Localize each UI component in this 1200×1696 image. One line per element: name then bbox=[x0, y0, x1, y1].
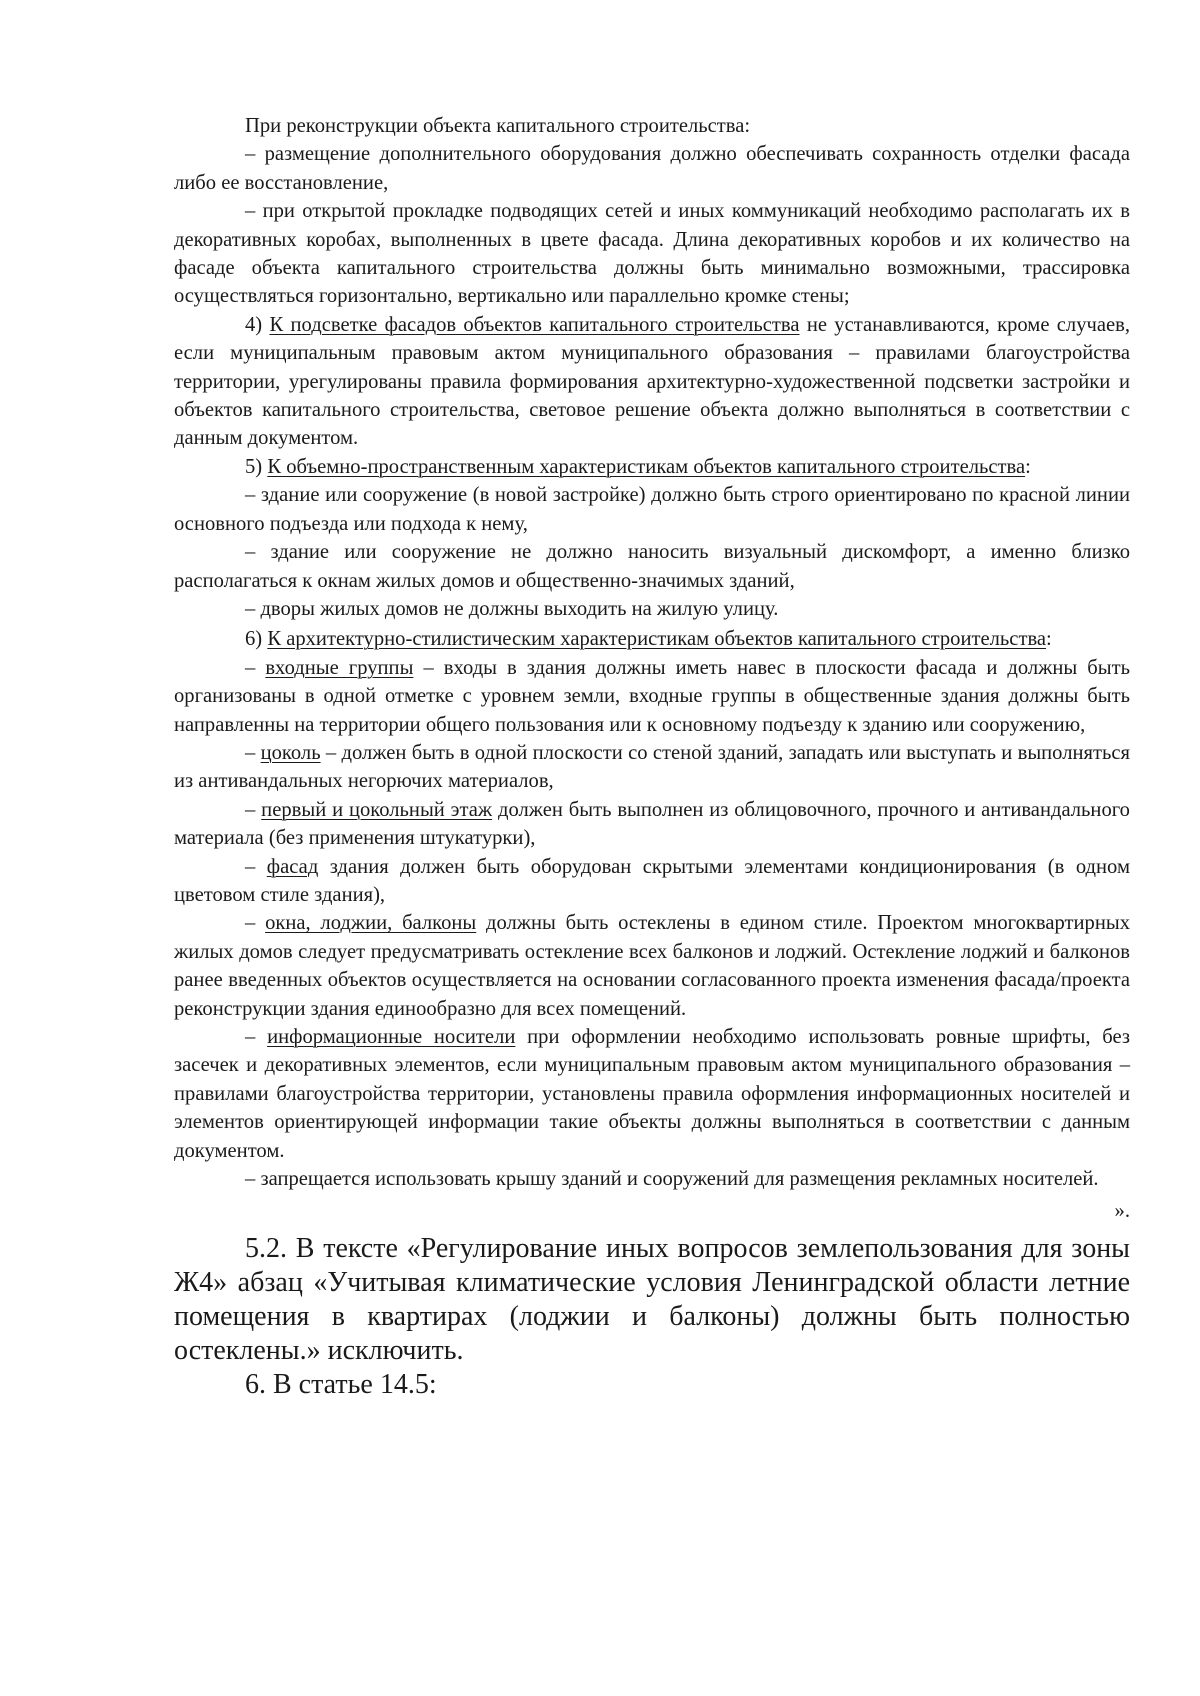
paragraph-section-5-2: 5.2. В тексте «Регулирование иных вопросов землепользования для зоны Ж4» абзац «Учитывая климатические условия Ленинградской области летние помещения в квартирах (лоджии и балконы) должны быть полностью остеклены.» исключить. bbox=[174, 1232, 1130, 1366]
term-info-carriers: информационные носители bbox=[267, 1026, 516, 1048]
term-windows: окна, лоджии, балконы bbox=[265, 912, 477, 935]
paragraph-orientation: – здание или сооружение (в новой застройке) должно быть строго ориентировано по красной линии основного подъезда или подхода к нему, bbox=[174, 484, 1130, 535]
paragraph-facade bbox=[174, 853, 1130, 910]
paragraph-reconstruction: При реконструкции объекта капитального строительства: bbox=[245, 115, 751, 137]
paragraph-discomfort: – здание или сооружение не должно наносить визуальный дискомфорт, а именно близко располагаться к окнам жилых домов и общественно-значимых зданий, bbox=[174, 541, 1130, 592]
dash: – bbox=[245, 1026, 268, 1048]
info-carriers-text: при оформлении необходимо использовать ровные шрифты, без засечек и декоративных элементов, если муниципальным правовым актом муниципального образования – правилами благоустройства территории, установлены правила оформления информационных носителей и элементов ориентирующей информации такие объекты должны выполняться в соответствии с данным документом. bbox=[174, 1026, 1131, 1162]
item-4-number: 4) bbox=[245, 313, 270, 336]
dash: – bbox=[245, 656, 266, 679]
document-body bbox=[174, 112, 1130, 1402]
item-5-number: 5) bbox=[245, 455, 268, 478]
dash: – bbox=[245, 741, 261, 764]
paragraph-item-5 bbox=[174, 453, 1130, 481]
entrance-groups-text: – входы в здания должны иметь навес в плоскости фасада и должны быть организованы в одной отметке с уровнем земли, входные группы в общественные здания должны быть направленны на территории общего пользования или к основному подъезду к зданию или сооружению, bbox=[174, 656, 1130, 736]
windows-text: должны быть остеклены в едином стиле. Проектом многоквартирных жилых домов следует предусматривать остекление всех балконов и лоджий. Остекление лоджий и балконов ранее введенных объектов осуществляется на основании согласованного проекта изменения фасада/проекта реконструкции здания единообразно для всех помещений. bbox=[174, 912, 1130, 1020]
paragraph-roof-ban: – запрещается использовать крышу зданий и сооружений для размещения рекламных носителей. bbox=[245, 1168, 1099, 1191]
facade-text: здания должен быть оборудован скрытыми элементами кондиционирования (в одном цветовом стиле здания), bbox=[174, 855, 1130, 906]
item-4-heading: К подсветке фасадов объектов капитального строительства bbox=[269, 313, 800, 336]
closing-quote: ». bbox=[1114, 1200, 1130, 1223]
paragraph-equipment: – размещение дополнительного оборудования должно обеспечивать сохранность отделки фасада либо ее восстановление, bbox=[174, 143, 1130, 194]
term-plinth: цоколь bbox=[260, 741, 321, 764]
term-facade: фасад bbox=[266, 855, 319, 878]
paragraph-plinth bbox=[174, 739, 1130, 796]
first-floor-text: должен быть выполнен из облицовочного, прочного и антивандального материала (без применения штукатурки), bbox=[174, 798, 1130, 850]
dash: – bbox=[245, 912, 266, 935]
paragraph-first-floor bbox=[174, 796, 1130, 853]
paragraph-yards: – дворы жилых домов не должны выходить на жилую улицу. bbox=[245, 597, 779, 620]
paragraph-item-6 bbox=[174, 625, 1130, 653]
plinth-text: – должен быть в одной плоскости со стеной зданий, западать или выступать и выполняться из антивандальных негорючих материалов, bbox=[174, 741, 1130, 793]
paragraph-networks: – при открытой прокладке подводящих сетей и иных коммуникаций необходимо располагать их в декоративных коробах, выполненных в цвете фасада. Длина декоративных коробов и их количество на фасаде объекта капитального строительства должны быть минимально возможными, трассировка осуществляться горизонтально, вертикально или параллельно кромке стены; bbox=[174, 200, 1130, 308]
dash: – bbox=[245, 798, 262, 821]
item-6-number: 6) bbox=[245, 628, 268, 651]
item-5-heading: К объемно-пространственным характеристикам объектов капитального строительства bbox=[267, 455, 1026, 478]
term-first-floor: первый и цокольный этаж bbox=[261, 798, 493, 821]
paragraph-info-carriers bbox=[174, 1023, 1130, 1165]
item-6-heading: К архитектурно-стилистическим характеристикам объектов капитального строительства bbox=[267, 628, 1047, 651]
paragraph-item-4 bbox=[174, 311, 1130, 453]
dash: – bbox=[245, 855, 267, 878]
term-entrance-groups: входные группы bbox=[265, 656, 414, 679]
item-5-text: : bbox=[1025, 455, 1031, 478]
paragraph-section-6: 6. В статье 14.5: bbox=[245, 1368, 437, 1400]
item-4-text: не устанавливаются, кроме случаев, если муниципальным правовым актом муниципального образования – правилами благоустройства территории, урегулированы правила формирования архитектурно-художественной подсветки застройки и объектов капитального строительства, световое решение объекта должно выполняться в соответствии с данным документом. bbox=[174, 313, 1131, 450]
paragraph-windows bbox=[174, 909, 1130, 1023]
paragraph-entrance-groups bbox=[174, 654, 1130, 739]
item-6-text: : bbox=[1046, 628, 1052, 651]
